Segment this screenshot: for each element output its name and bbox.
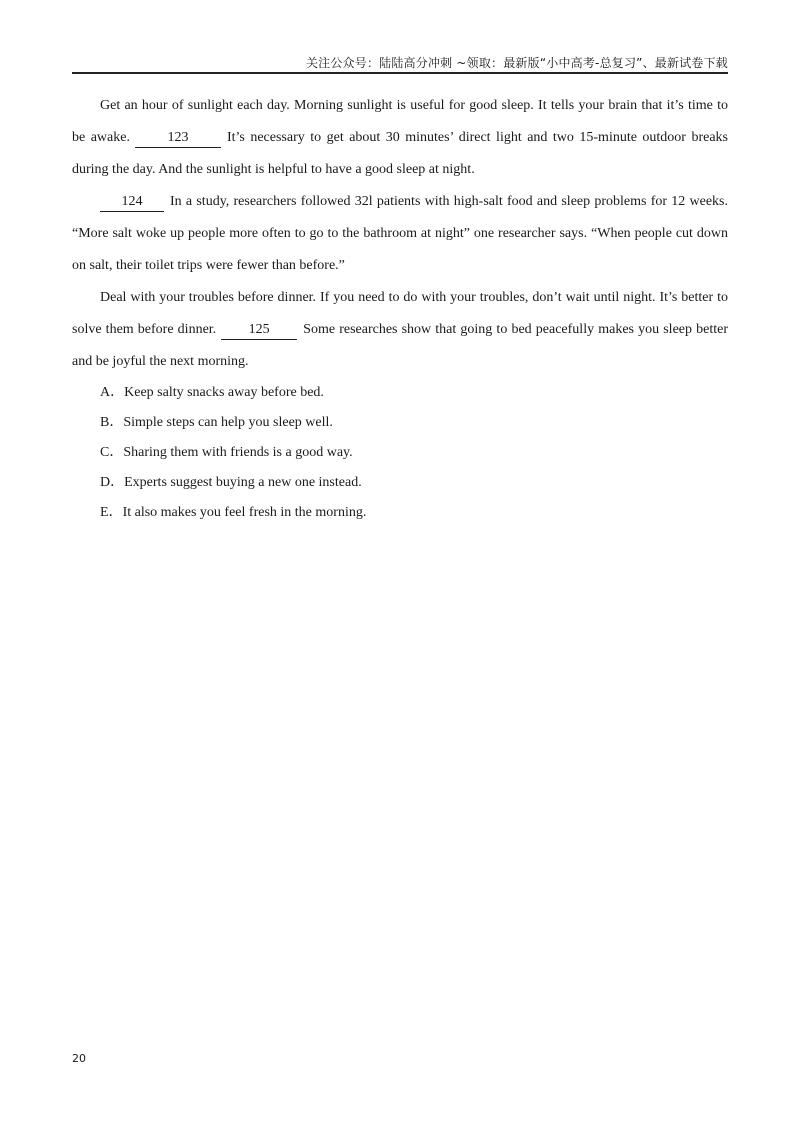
option-d-letter: D． <box>100 475 125 490</box>
option-e <box>100 498 728 528</box>
header-text: 关注公众号：陆陆高分冲刺 ~领取：最新版“小中高考-总复习”、最新试卷下载 <box>305 56 728 70</box>
option-a <box>100 378 728 408</box>
option-d-text: Experts suggest buying a new one instead. <box>124 475 362 490</box>
paragraph-3 <box>72 282 728 378</box>
paragraph-3-start: Deal with your troubles before dinner. If you need to do with your troubles, don’t wait until night. It’s better to solve them before dinner. <box>72 290 728 337</box>
paragraph-1-end: It’s necessary to get about 30 minutes’ direct light and two 15-minute outdoor breaks during the day. And the sunlight is helpful to have a good sleep at night. <box>72 130 728 177</box>
page-header <box>72 56 728 74</box>
paragraph-1 <box>72 90 728 186</box>
blank-124: 124 <box>100 193 164 212</box>
paragraph-1-start: Get an hour of sunlight each day. Morning sunlight is useful for good sleep. It tells your brain that it’s time to be awake. <box>72 98 728 145</box>
option-e-letter: E． <box>100 505 123 520</box>
option-b <box>100 408 728 438</box>
option-c <box>100 438 728 468</box>
page-number: 20 <box>72 1052 86 1065</box>
option-a-letter: A． <box>100 385 125 400</box>
paragraph-2-text: In a study, researchers followed 32l patients with high-salt food and sleep problems for 12 weeks. “More salt woke up people more often to go to the bathroom at night” one researcher says. “When people cut down on salt, their toilet trips were fewer than before.” <box>72 194 728 273</box>
option-e-text: It also makes you feel fresh in the morning. <box>122 505 367 520</box>
blank-125: 125 <box>221 321 297 340</box>
blank-123: 123 <box>135 129 221 148</box>
option-b-text: Simple steps can help you sleep well. <box>123 415 333 430</box>
paragraph-3-end: Some researches show that going to bed peacefully makes you sleep better and be joyful the next morning. <box>72 322 728 369</box>
option-d <box>100 468 728 498</box>
options-list <box>72 378 728 528</box>
option-c-text: Sharing them with friends is a good way. <box>123 445 353 460</box>
passage <box>72 90 728 528</box>
paragraph-2 <box>72 186 728 282</box>
option-b-letter: B． <box>100 415 124 430</box>
option-a-text: Keep salty snacks away before bed. <box>124 385 324 400</box>
option-c-letter: C． <box>100 445 124 460</box>
